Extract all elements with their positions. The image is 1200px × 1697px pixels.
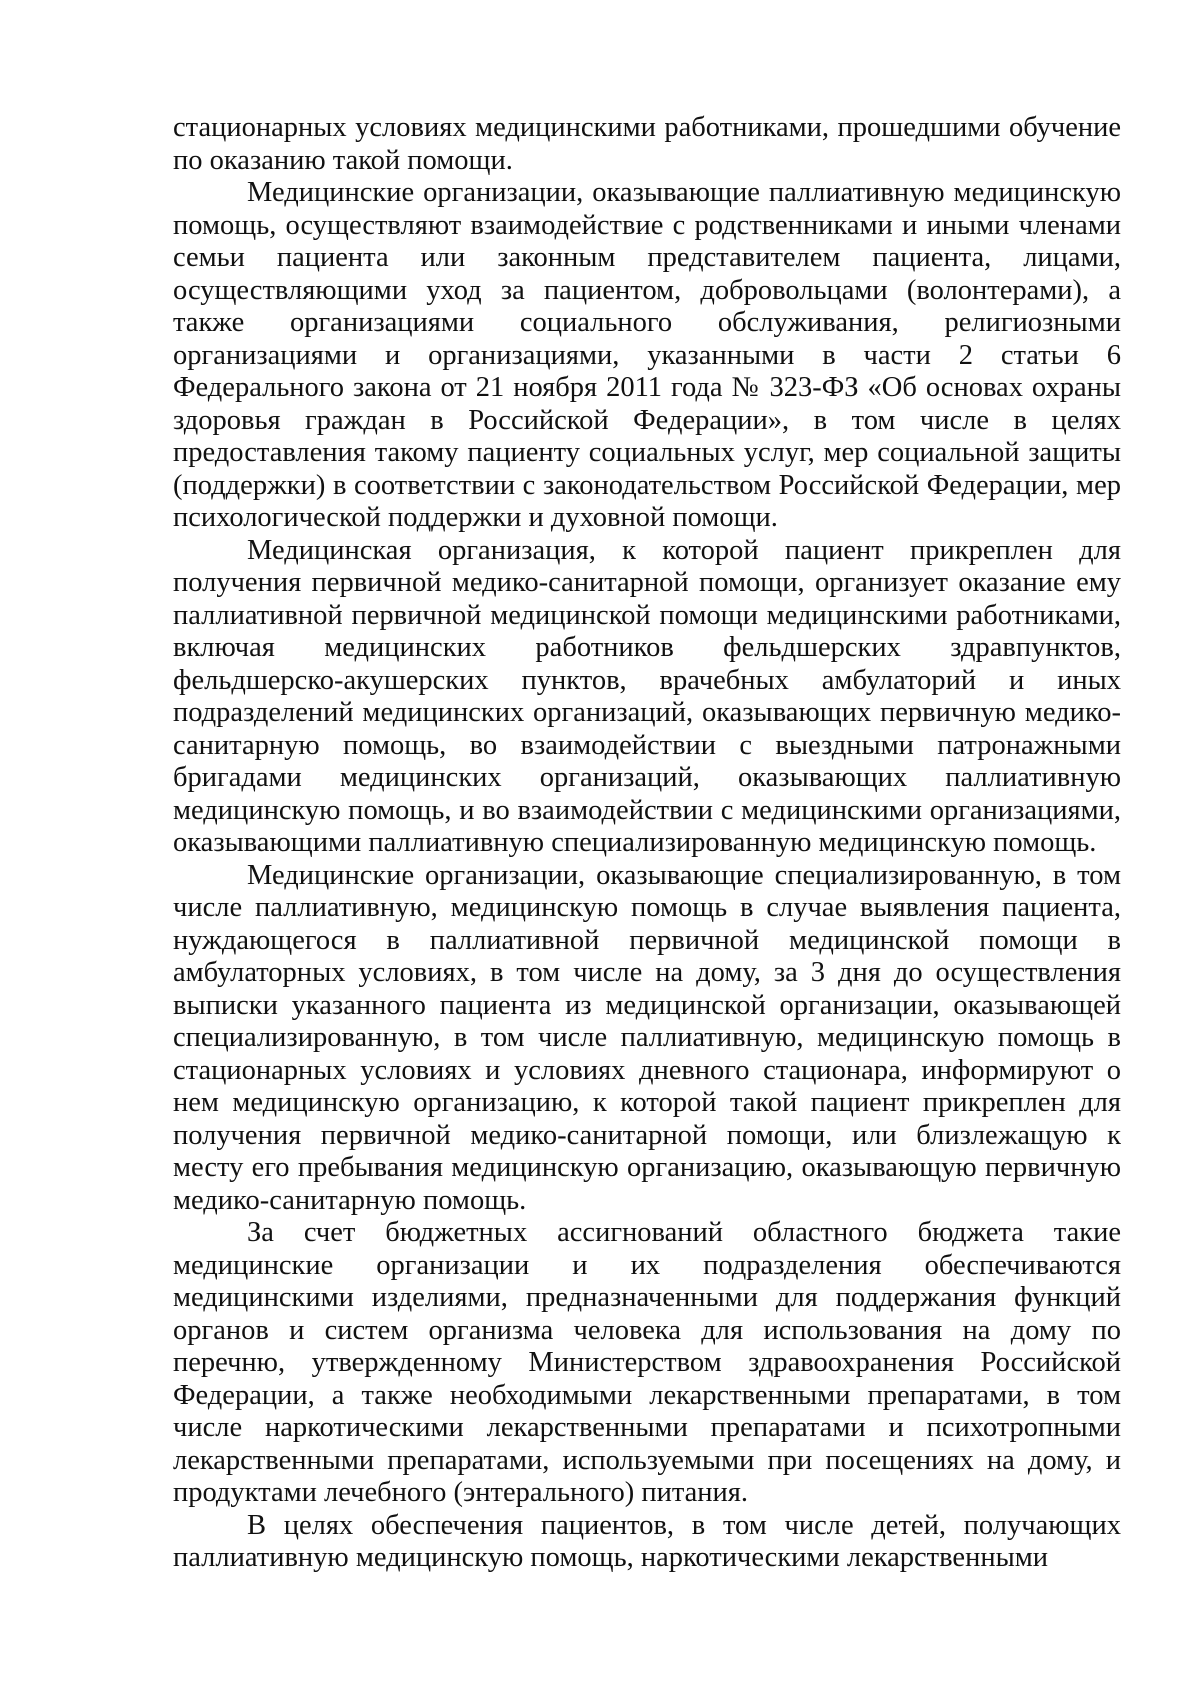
paragraph-narcotic-supply: В целях обеспечения пациентов, в том числе детей, получающих паллиативную медицинскую помощь, наркотическими лекарственными xyxy=(173,1509,1121,1573)
paragraph-continuation: стационарных условиях медицинскими работниками, прошедшими обучение по оказанию такой помощи. xyxy=(173,112,1121,176)
paragraph-budget-supply: За счет бюджетных ассигнований областного бюджета такие медицинские организации и их подразделения обеспечиваются медицинскими изделиями, предназначенными для поддержания функций органов и систем организма человека для использования на дому по перечню, утвержденному Министерством здравоохранения Российской Федерации, а также необходимыми лекарственными препаратами, в том числе наркотическими лекарственными препаратами и психотропными лекарственными препаратами, используемыми при посещениях на дому, и продуктами лечебного (энтерального) питания. xyxy=(173,1217,1121,1508)
paragraph-discharge-notice: Медицинские организации, оказывающие специализированную, в том числе паллиативную, медицинскую помощь в случае выявления пациента, нуждающегося в паллиативной первичной медицинской помощи в амбулаторных условиях, в том числе на дому, за 3 дня до осуществления выписки указанного пациента из медицинской организации, оказывающей специализированную, в том числе паллиативную, медицинскую помощь в стационарных условиях и условиях дневного стационара, информируют о нем медицинскую организацию, к которой такой пациент прикреплен для получения первичной медико-санитарной помощи, или близлежащую к месту его пребывания медицинскую организацию, оказывающую первичную медико-санитарную помощь. xyxy=(173,859,1121,1216)
paragraph-interaction: Медицинские организации, оказывающие паллиативную медицинскую помощь, осуществляют взаимодействие с родственниками и иными членами семьи пациента или законным представителем пациента, лицами, осуществляющими уход за пациентом, добровольцами (волонтерами), а также организациями социального обслуживания, религиозными организациями и организациями, указанными в части 2 статьи 6 Федерального закона от 21 ноября 2011 года № 323-ФЗ «Об основах охраны здоровья граждан в Российской Федерации», в том числе в целях предоставления такому пациенту социальных услуг, мер социальной защиты (поддержки) в соответствии с законодательством Российской Федерации, мер психологической поддержки и духовной помощи. xyxy=(173,177,1121,533)
paragraph-primary-care: Медицинская организация, к которой пациент прикреплен для получения первичной медико-санитарной помощи, организует оказание ему паллиативной первичной медицинской помощи медицинскими работниками, включая медицинских работников фельдшерских здравпунктов, фельдшерско-акушерских пунктов, врачебных амбулаторий и иных подразделений медицинских организаций, оказывающих первичную медико-санитарную помощь, во взаимодействии с выездными патронажными бригадами медицинских организаций, оказывающих паллиативную медицинскую помощь, и во взаимодействии с медицинскими организациями, оказывающими паллиативную специализированную медицинскую помощь. xyxy=(173,534,1121,858)
document-page xyxy=(173,112,1121,1575)
